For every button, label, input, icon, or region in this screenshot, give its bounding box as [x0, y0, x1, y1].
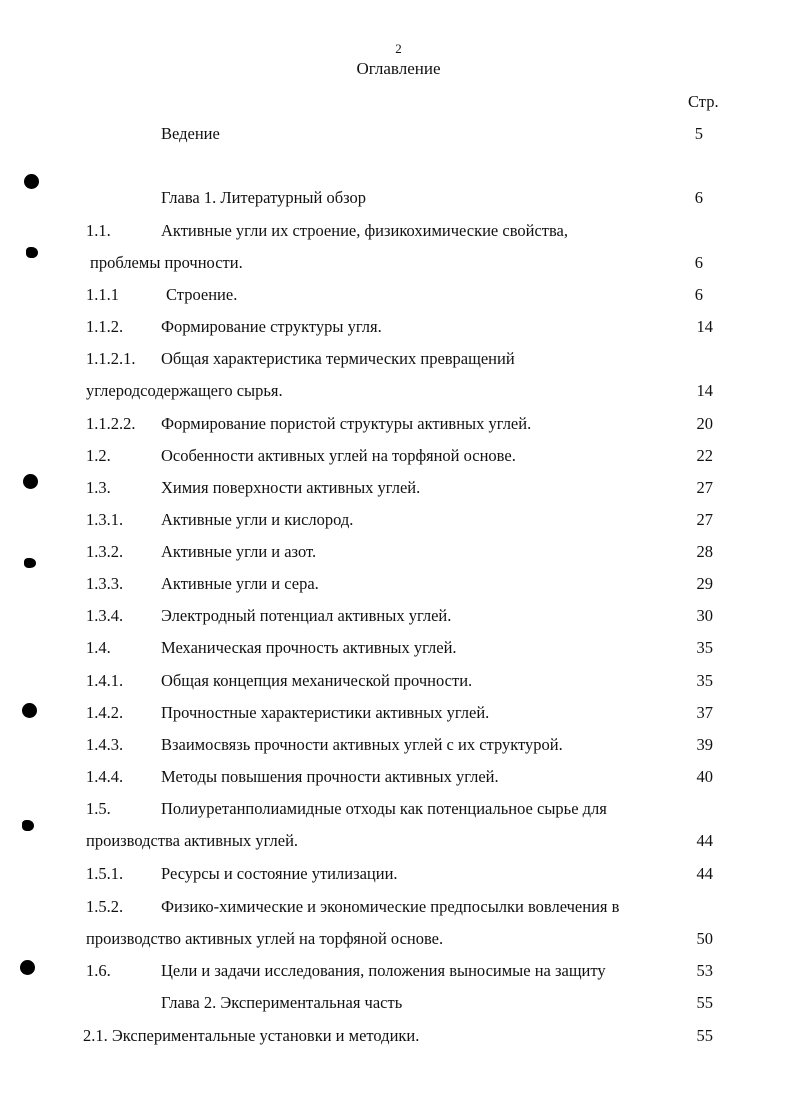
entry-page: 28: [696, 542, 713, 561]
entry-text: Химия поверхности активных углей.: [161, 478, 421, 497]
entry-number: 1.4.: [86, 638, 111, 657]
entry-page: 53: [696, 961, 713, 980]
entry-text: Механическая прочность активных углей.: [161, 638, 457, 657]
entry-text: Методы повышения прочности активных углей.: [161, 767, 499, 786]
entry-number: 1.5.: [86, 799, 111, 818]
entry-number: 1.1.2.2.: [86, 414, 136, 433]
binder-hole-mark: [20, 960, 35, 975]
entry-text: Общая характеристика термических превращений: [161, 349, 515, 368]
entry-page: 30: [696, 606, 713, 625]
entry-page: 14: [696, 381, 713, 400]
entry-number: 1.4.4.: [86, 767, 124, 786]
entry-text: Электродный потенциал активных углей.: [161, 606, 452, 625]
entry-number: 1.6.: [86, 961, 111, 980]
entry-text: Глава 1. Литературный обзор: [161, 188, 367, 207]
entry-page: 50: [696, 929, 713, 948]
entry-page: 6: [694, 285, 703, 304]
binder-hole-mark: [22, 703, 37, 718]
entry-page: 27: [696, 510, 713, 529]
entry-number: 1.3.1.: [86, 510, 124, 529]
page-title: Оглавление: [356, 59, 441, 78]
entry-text-continuation: производства активных углей.: [86, 831, 299, 850]
entry-text: Физико-химические и экономические предпосылки вовлечения в: [161, 897, 620, 916]
entry-text: Глава 2. Экспериментальная часть: [161, 993, 403, 1012]
ink-blot-mark: [22, 820, 34, 831]
entry-text: Цели и задачи исследования, положения выносимые на защиту: [161, 961, 606, 980]
entry-text: Активные угли и сера.: [161, 574, 319, 593]
entry-text: Особенности активных углей на торфяной основе.: [161, 446, 516, 465]
entry-text: Ведение: [161, 124, 220, 143]
entry-text: Активные угли и азот.: [161, 542, 317, 561]
entry-page: 14: [696, 317, 713, 336]
entry-number: 1.4.1.: [86, 671, 124, 690]
entry-number: 1.1.2.1.: [86, 349, 136, 368]
entry-text-continuation: производство активных углей на торфяной основе.: [86, 929, 444, 948]
entry-text-continuation: углеродсодержащего сырья.: [86, 381, 283, 400]
entry-page: 37: [696, 703, 713, 722]
entry-number: 1.3.3.: [86, 574, 124, 593]
entry-number: 1.5.2.: [86, 897, 124, 916]
entry-page: 39: [696, 735, 713, 754]
entry-text: Активные угли их строение, физикохимические свойства,: [161, 221, 569, 240]
entry-text: Взаимосвязь прочности активных углей с их структурой.: [161, 735, 563, 754]
entry-text: Строение.: [166, 285, 238, 304]
entry-number: 1.1.: [86, 221, 111, 240]
entry-text-continuation: проблемы прочности.: [90, 253, 243, 272]
entry-text: Прочностные характеристики активных углей.: [161, 703, 490, 722]
entry-text: Общая концепция механической прочности.: [161, 671, 473, 690]
entry-page: 27: [696, 478, 713, 497]
entry-page: 29: [696, 574, 713, 593]
entry-text: Полиуретанполиамидные отходы как потенциальное сырье для: [161, 799, 607, 818]
entry-page: 35: [696, 671, 713, 690]
entry-page: 22: [696, 446, 713, 465]
page-column-header: Стр.: [688, 92, 719, 111]
ink-blot-mark: [24, 558, 36, 568]
entry-page: 44: [696, 831, 713, 850]
entry-number: 1.1.1: [86, 285, 119, 304]
entry-number: 1.3.2.: [86, 542, 124, 561]
entry-page: 35: [696, 638, 713, 657]
entry-text: 2.1. Экспериментальные установки и методики.: [83, 1026, 420, 1045]
binder-hole-mark: [24, 174, 39, 189]
entry-page: 55: [696, 1026, 713, 1045]
entry-number: 1.1.2.: [86, 317, 124, 336]
page-number: 2: [395, 41, 402, 56]
ink-blot-mark: [26, 247, 38, 258]
entry-page: 40: [696, 767, 713, 786]
entry-number: 1.4.3.: [86, 735, 124, 754]
entry-page: 20: [696, 414, 713, 433]
entry-text: Формирование пористой структуры активных углей.: [161, 414, 532, 433]
entry-number: 1.2.: [86, 446, 111, 465]
entry-text: Ресурсы и состояние утилизации.: [161, 864, 398, 883]
entry-page: 5: [694, 124, 703, 143]
entry-page: 6: [694, 188, 703, 207]
entry-text: Формирование структуры угля.: [161, 317, 382, 336]
entry-number: 1.3.4.: [86, 606, 124, 625]
entry-number: 1.3.: [86, 478, 111, 497]
binder-hole-mark: [23, 474, 38, 489]
entry-text: Активные угли и кислород.: [161, 510, 354, 529]
entry-page: 6: [694, 253, 703, 272]
entry-page: 44: [696, 864, 713, 883]
entry-number: 1.5.1.: [86, 864, 124, 883]
entry-number: 1.4.2.: [86, 703, 124, 722]
entry-page: 55: [696, 993, 713, 1012]
